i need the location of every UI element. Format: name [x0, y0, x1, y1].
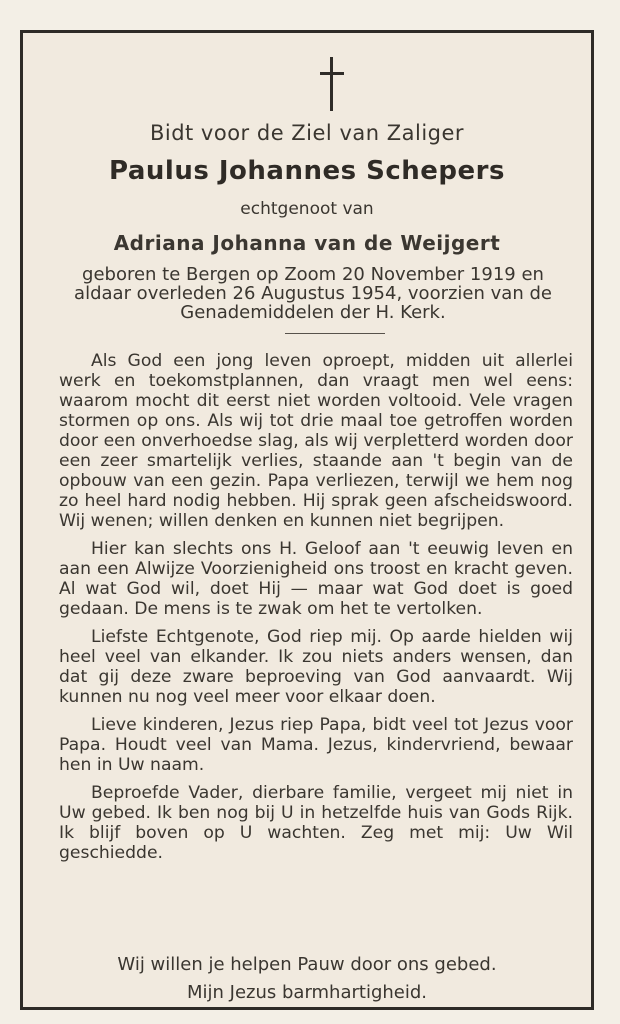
cross-icon	[320, 57, 344, 111]
relation-text: echtgenoot van	[240, 199, 374, 219]
memorial-card	[20, 30, 594, 1010]
paragraph: Hier kan slechts ons H. Geloof aan 't eeuwig leven en aan een Alwijze Voorzienigheid ons troost en kracht geven. Al wat God wil, doet Hij — maar wat God doet is goed gedaan. De mens is te zwak om het te vertolken.	[59, 539, 573, 619]
birth-death-text: geboren te Bergen op Zoom 20 November 1919 en aldaar overleden 26 Augustus 1954, voorzien van de Genademiddelen der H. Kerk.	[74, 264, 552, 323]
closing-prayer: Wij willen je helpen Pauw door ons gebed.	[117, 954, 497, 975]
paragraph: Beproefde Vader, dierbare familie, vergeet mij niet in Uw gebed. Ik ben nog bij U in hetzelfde huis van Gods Rijk. Ik blijf boven op U wachten. Zeg met mij: Uw Wil geschiedde.	[59, 783, 573, 863]
cross-vertical-bar	[330, 57, 333, 111]
prayer-heading: Bidt voor de Ziel van Zaliger	[149, 121, 465, 145]
deceased-name: Paulus Johannes Schepers	[109, 156, 505, 186]
paragraph: Als God een jong leven oproept, midden uit allerlei werk en toekomstplannen, dan vraagt men wel eens: waarom mocht dit eerst niet worden voltooid. Vele vragen stormen op ons. Als wij tot drie maal toe getroffen worden door een onverhoedse slag, als wij verpletterd worden door een zeer smartelijk verlies, staande aan 't begin van de opbouw van een gezin. Papa verliezen, terwijl we hem nog zo heel hard nodig hebben. Hij sprak geen afscheidswoord. Wij wenen; willen denken en kunnen niet begrijpen.	[59, 351, 573, 531]
paragraph: Liefste Echtgenote, God riep mij. Op aarde hielden wij heel veel van elkander. Ik zou niets anders wensen, dan dat gij deze zware beproeving van God aanvaardt. Wij kunnen nu nog veel meer voor elkaar doen.	[59, 627, 573, 707]
spouse-name: Adriana Johanna van de Weijgert	[113, 231, 501, 255]
memorial-text	[59, 351, 573, 871]
divider-line	[285, 333, 385, 334]
cross-horizontal-bar	[320, 72, 344, 75]
paragraph: Lieve kinderen, Jezus riep Papa, bidt veel tot Jezus voor Papa. Houdt veel van Mama. Jezus, kindervriend, bewaar hen in Uw naam.	[59, 715, 573, 775]
closing-invocation: Mijn Jezus barmhartigheid.	[186, 982, 428, 1003]
